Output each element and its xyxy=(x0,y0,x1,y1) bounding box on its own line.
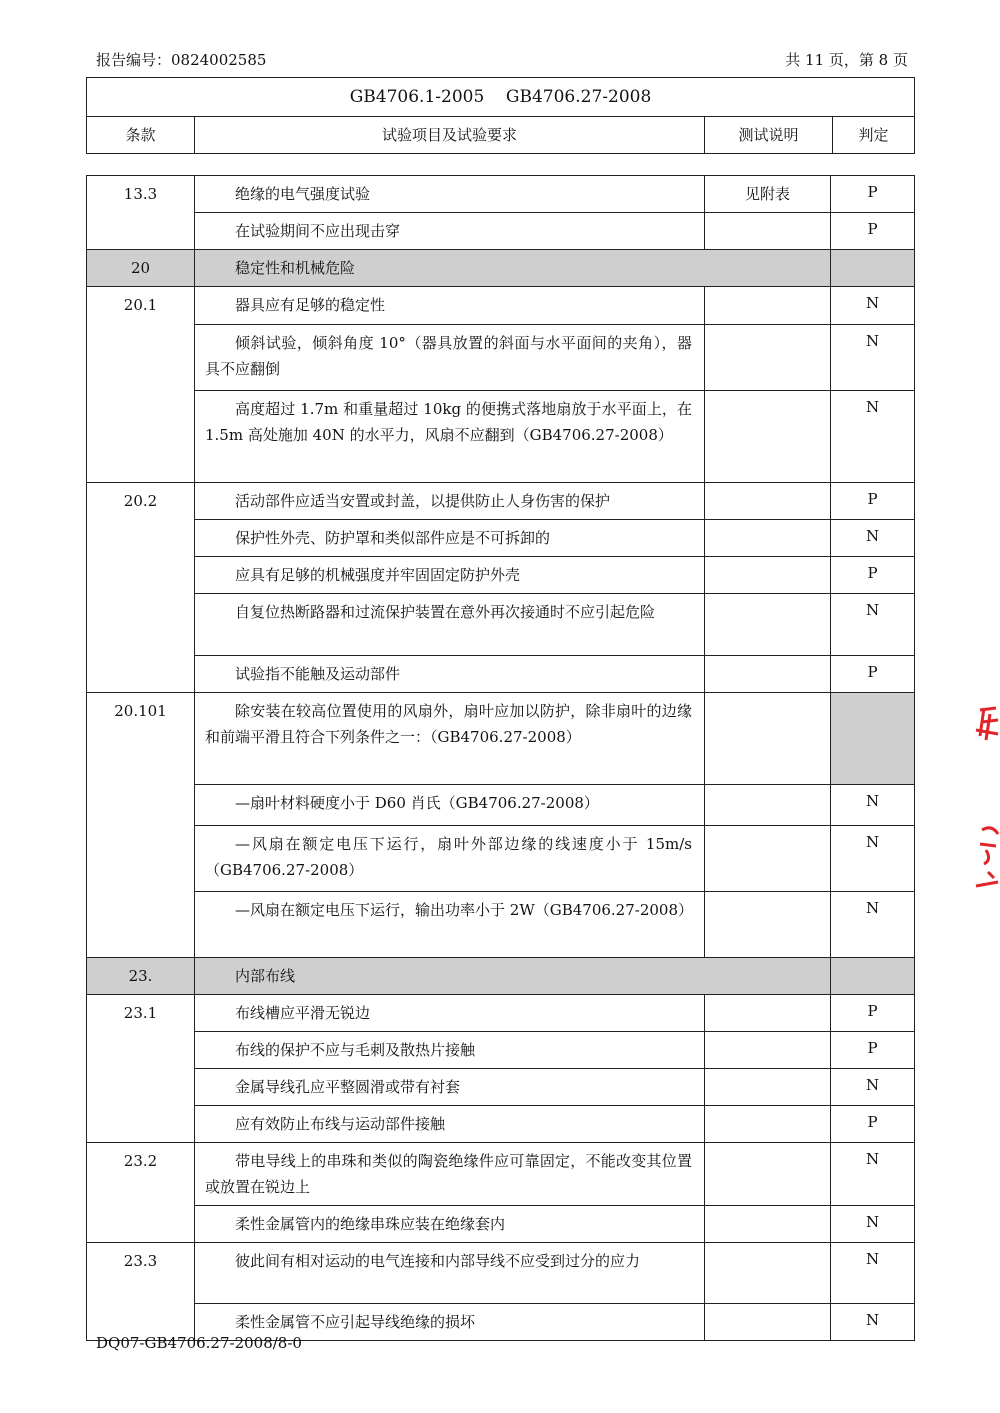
table-row xyxy=(87,325,915,391)
verdict-cell: P xyxy=(831,1106,915,1143)
document-code: DQ07-GB4706.27-2008/8-0 xyxy=(96,1334,302,1352)
col-note-header: 测试说明 xyxy=(705,117,833,154)
clause-cell: 23.2 xyxy=(87,1143,195,1243)
note-cell xyxy=(705,656,831,693)
verdict-cell: N xyxy=(831,785,915,826)
seal-stamp-fragment xyxy=(968,700,1000,890)
table-row xyxy=(87,1106,915,1143)
requirement-cell: 内部布线 xyxy=(195,958,831,995)
note-cell xyxy=(705,557,831,594)
table-row xyxy=(87,1069,915,1106)
clause-cell: 23.3 xyxy=(87,1243,195,1341)
requirement-cell: 倾斜试验，倾斜角度 10°（器具放置的斜面与水平面间的夹角），器具不应翻倒 xyxy=(195,325,705,391)
note-cell xyxy=(705,594,831,656)
verdict-cell: N xyxy=(831,1069,915,1106)
verdict-cell: N xyxy=(831,1143,915,1206)
verdict-cell xyxy=(831,958,915,995)
table-row xyxy=(87,287,915,325)
note-cell xyxy=(705,391,831,483)
table-row xyxy=(87,1243,915,1304)
table-row xyxy=(87,557,915,594)
requirement-cell: 保护性外壳、防护罩和类似部件应是不可拆卸的 xyxy=(195,520,705,557)
note-cell xyxy=(705,995,831,1032)
requirement-cell: 除安装在较高位置使用的风扇外，扇叶应加以防护，除非扇叶的边缘和前端平滑且符合下列条件之一：（GB4706.27-2008） xyxy=(195,693,705,785)
note-cell xyxy=(705,287,831,325)
table-row xyxy=(87,1206,915,1243)
requirement-cell: 试验指不能触及运动部件 xyxy=(195,656,705,693)
clause-cell: 23.1 xyxy=(87,995,195,1143)
table-row xyxy=(87,594,915,656)
table-row xyxy=(87,1032,915,1069)
requirement-cell: 布线的保护不应与毛刺及散热片接触 xyxy=(195,1032,705,1069)
note-cell xyxy=(705,1143,831,1206)
note-cell xyxy=(705,892,831,958)
clause-cell: 13.3 xyxy=(87,176,195,250)
requirement-cell: 柔性金属管不应引起导线绝缘的损坏 xyxy=(195,1304,705,1341)
requirement-cell: 布线槽应平滑无锐边 xyxy=(195,995,705,1032)
clause-cell: 20.1 xyxy=(87,287,195,483)
requirement-cell: 高度超过 1.7m 和重量超过 10kg 的便携式落地扇放于水平面上，在 1.5m 高处施加 40N 的水平力，风扇不应翻到（GB4706.27-2008） xyxy=(195,391,705,483)
requirement-cell: 应具有足够的机械强度并牢固固定防护外壳 xyxy=(195,557,705,594)
verdict-cell xyxy=(831,250,915,287)
verdict-cell: N xyxy=(831,1304,915,1341)
verdict-cell: P xyxy=(831,176,915,213)
note-cell xyxy=(705,483,831,520)
note-cell xyxy=(705,785,831,826)
table-row xyxy=(87,520,915,557)
requirement-cell: 应有效防止布线与运动部件接触 xyxy=(195,1106,705,1143)
requirement-cell: 器具应有足够的稳定性 xyxy=(195,287,705,325)
table-row xyxy=(87,826,915,892)
table-row xyxy=(87,892,915,958)
requirement-cell: 绝缘的电气强度试验 xyxy=(195,176,705,213)
clause-cell: 20.2 xyxy=(87,483,195,693)
note-cell xyxy=(705,693,831,785)
verdict-cell: N xyxy=(831,325,915,391)
clause-cell: 20.101 xyxy=(87,693,195,958)
section-row xyxy=(87,250,915,287)
verdict-cell: N xyxy=(831,594,915,656)
test-table xyxy=(86,175,915,1341)
note-cell xyxy=(705,1032,831,1069)
report-number: 报告编号：0824002585 xyxy=(96,51,267,69)
verdict-cell: N xyxy=(831,1243,915,1304)
col-clause-header: 条款 xyxy=(87,117,195,154)
table-row xyxy=(87,785,915,826)
note-cell xyxy=(705,1304,831,1341)
verdict-cell: N xyxy=(831,892,915,958)
note-cell xyxy=(705,213,831,250)
requirement-cell: —风扇在额定电压下运行，输出功率小于 2W（GB4706.27-2008） xyxy=(195,892,705,958)
requirement-cell: 带电导线上的串珠和类似的陶瓷绝缘件应可靠固定，不能改变其位置或放置在锐边上 xyxy=(195,1143,705,1206)
clause-cell: 20 xyxy=(87,250,195,287)
verdict-cell: P xyxy=(831,656,915,693)
requirement-cell: —风扇在额定电压下运行，扇叶外部边缘的线速度小于 15m/s（GB4706.27-2008） xyxy=(195,826,705,892)
verdict-cell: P xyxy=(831,1032,915,1069)
requirement-cell: —扇叶材料硬度小于 D60 肖氏（GB4706.27-2008） xyxy=(195,785,705,826)
header-table xyxy=(86,77,915,154)
verdict-cell: P xyxy=(831,995,915,1032)
requirement-cell: 稳定性和机械危险 xyxy=(195,250,831,287)
note-cell xyxy=(705,325,831,391)
verdict-cell xyxy=(831,693,915,785)
note-cell xyxy=(705,1069,831,1106)
table-row xyxy=(87,995,915,1032)
section-row xyxy=(87,958,915,995)
table-row xyxy=(87,1143,915,1206)
requirement-cell: 自复位热断路器和过流保护装置在意外再次接通时不应引起危险 xyxy=(195,594,705,656)
requirement-cell: 彼此间有相对运动的电气连接和内部导线不应受到过分的应力 xyxy=(195,1243,705,1304)
table-row xyxy=(87,176,915,213)
note-cell xyxy=(705,520,831,557)
table-row xyxy=(87,213,915,250)
col-verdict-header: 判定 xyxy=(833,117,915,154)
page-info: 共 11 页，第 8 页 xyxy=(785,51,908,69)
verdict-cell: N xyxy=(831,391,915,483)
requirement-cell: 柔性金属管内的绝缘串珠应装在绝缘套内 xyxy=(195,1206,705,1243)
verdict-cell: N xyxy=(831,287,915,325)
table-row xyxy=(87,693,915,785)
verdict-cell: N xyxy=(831,1206,915,1243)
note-cell xyxy=(705,1243,831,1304)
note-cell: 见附表 xyxy=(705,176,831,213)
verdict-cell: P xyxy=(831,557,915,594)
note-cell xyxy=(705,1206,831,1243)
note-cell xyxy=(705,1106,831,1143)
note-cell xyxy=(705,826,831,892)
clause-cell: 23. xyxy=(87,958,195,995)
standard-title: GB4706.1-2005 GB4706.27-2008 xyxy=(87,78,915,117)
verdict-cell: P xyxy=(831,213,915,250)
verdict-cell: P xyxy=(831,483,915,520)
table-row xyxy=(87,483,915,520)
verdict-cell: N xyxy=(831,826,915,892)
table-row xyxy=(87,656,915,693)
requirement-cell: 在试验期间不应出现击穿 xyxy=(195,213,705,250)
requirement-cell: 活动部件应适当安置或封盖，以提供防止人身伤害的保护 xyxy=(195,483,705,520)
table-row xyxy=(87,391,915,483)
col-requirement-header: 试验项目及试验要求 xyxy=(195,117,705,154)
requirement-cell: 金属导线孔应平整圆滑或带有衬套 xyxy=(195,1069,705,1106)
verdict-cell: N xyxy=(831,520,915,557)
